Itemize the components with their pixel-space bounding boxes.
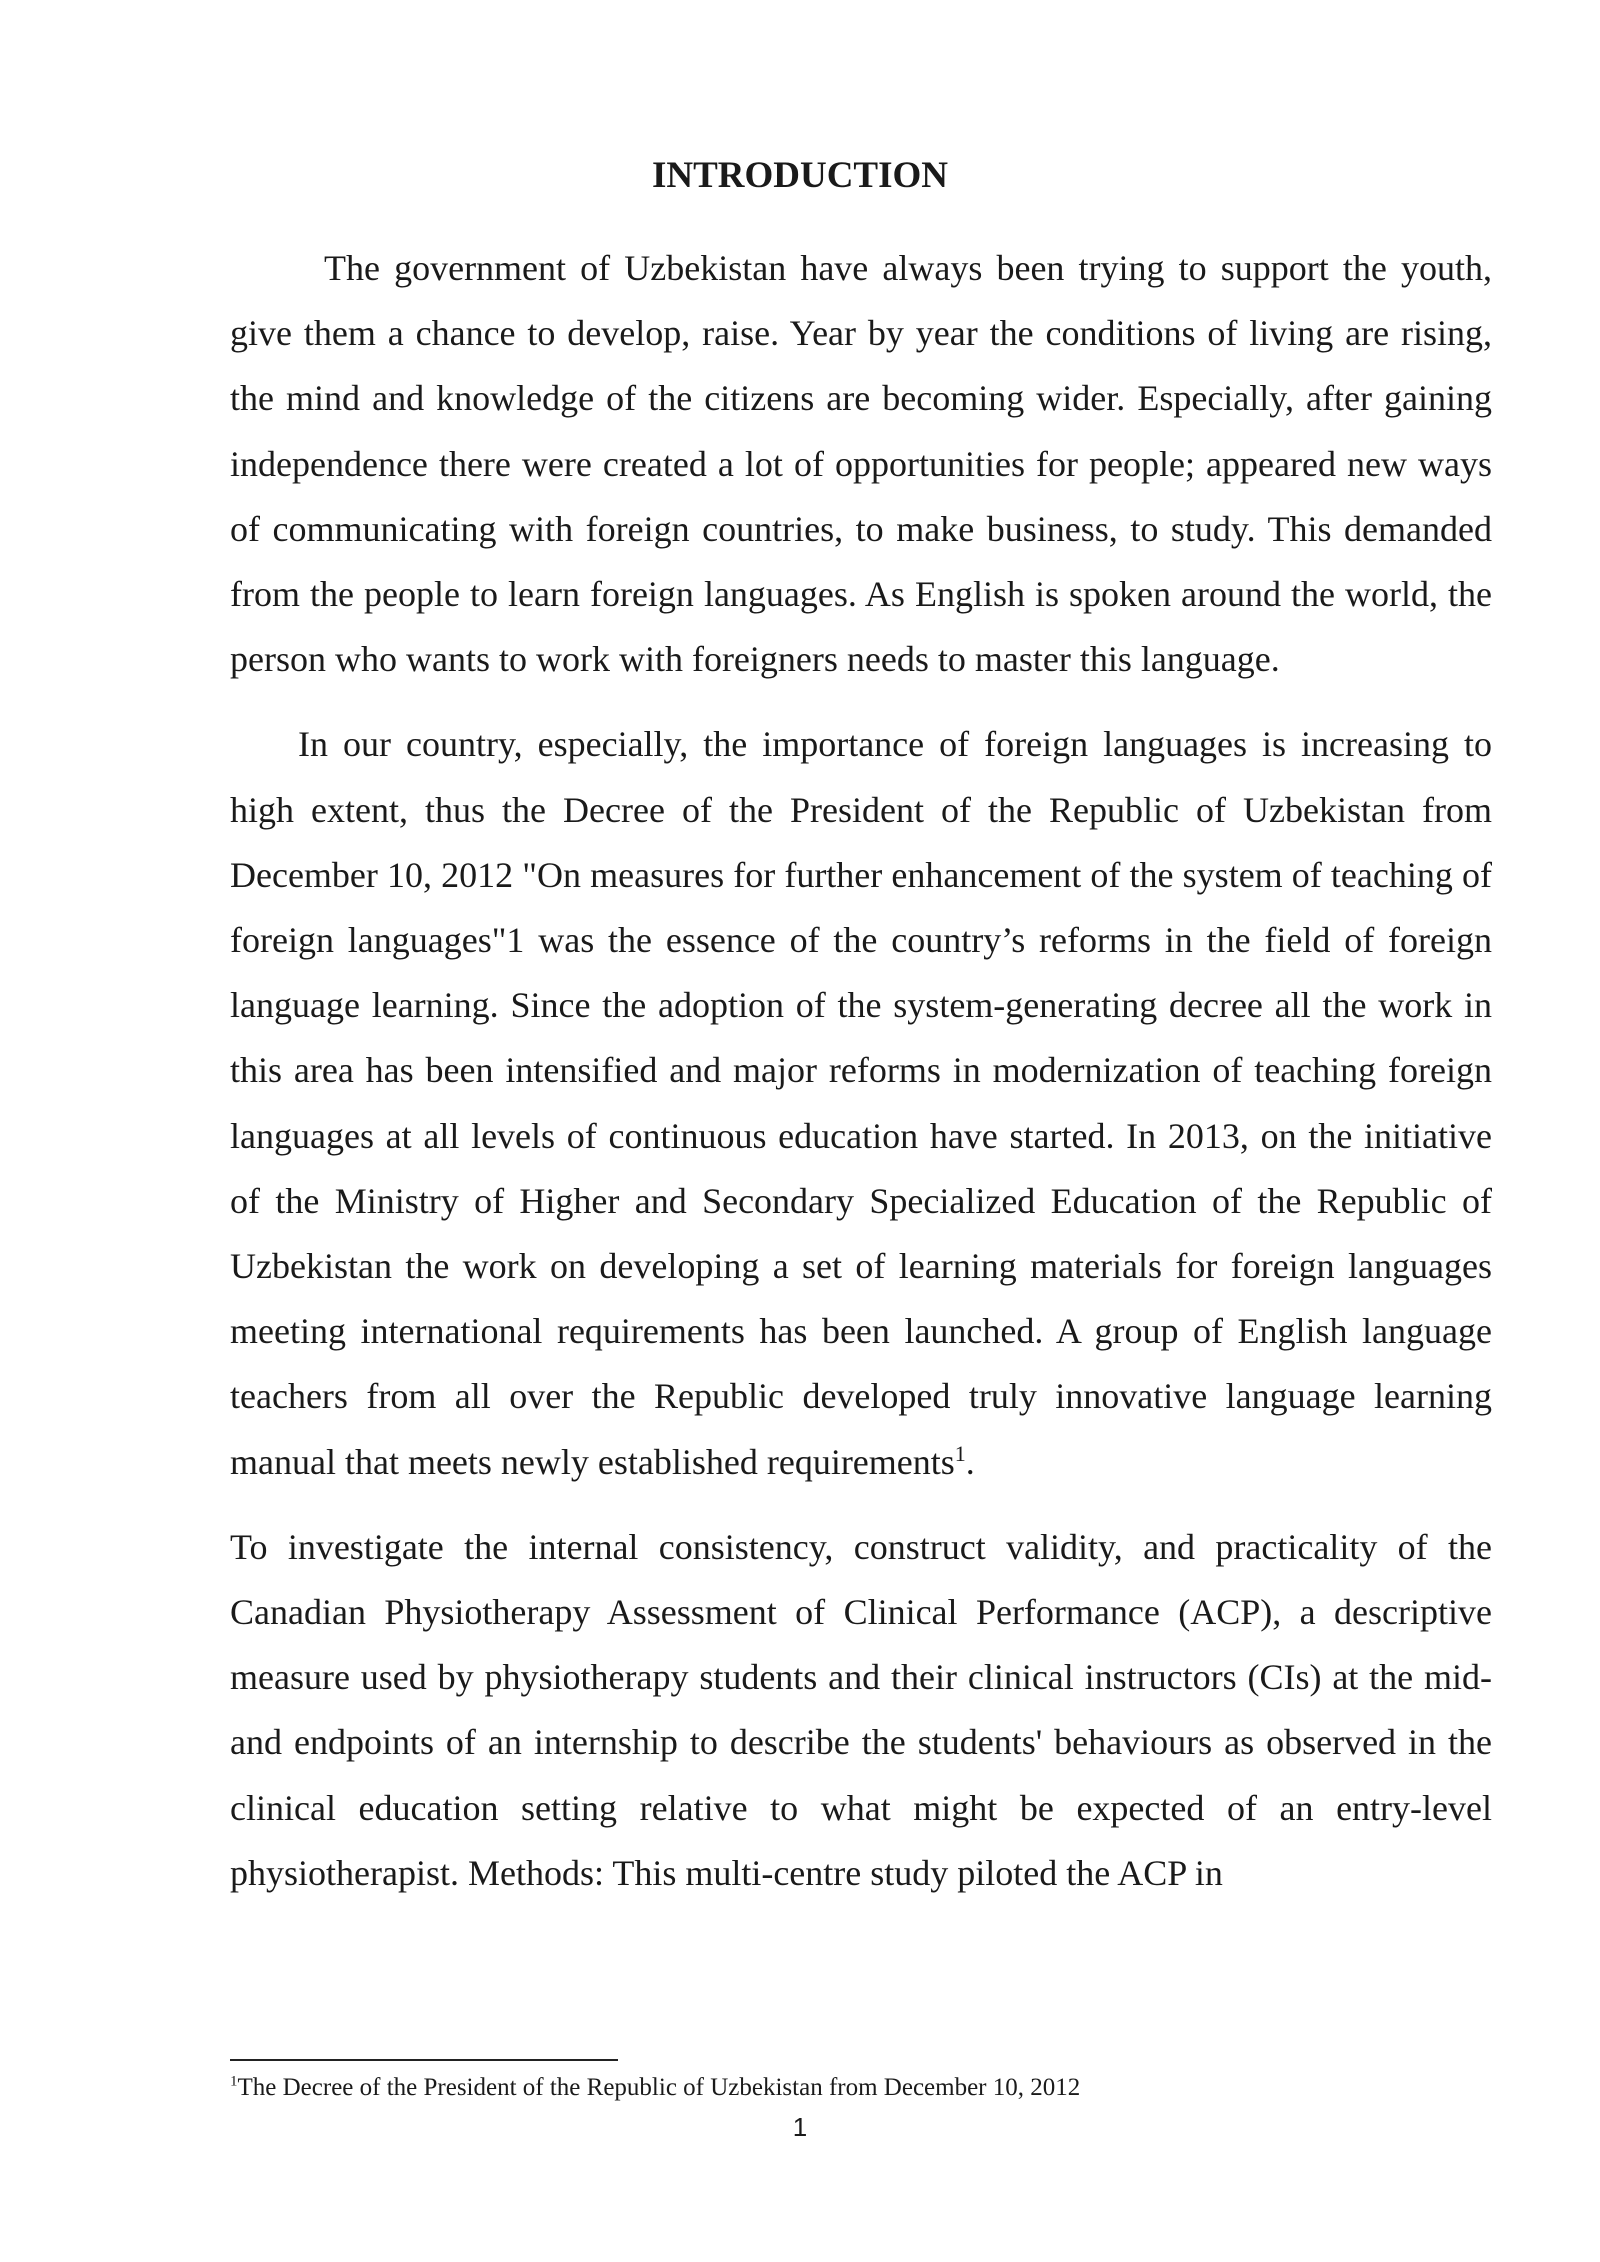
footnote-text: The Decree of the President of the Republic of Uzbekistan from December 10, 2012 [237, 2074, 1081, 2101]
page-title: INTRODUCTION [651, 155, 949, 196]
paragraph-2-text: In our country, especially, the importance of foreign languages is increasing to high extent, thus the Decree of the President of the Republic of Uzbekistan from December 10, 2012 "On measures for further enhancement of the system of teaching of foreign languages"1 was the essence of the country’s reforms in the field of foreign language learning. Since the adoption of the system-generating decree all the work in this area has been intensified and major reforms in modernization of teaching foreign languages at all levels of continuous education have started. In 2013, on the initiative of the Ministry of Higher and Secondary Specialized Education of the Republic of Uzbekistan the work on developing a set of learning materials for foreign languages meeting international requirements has been launched. A group of English language teachers from all over the Republic developed truly innovative language learning manual that meets newly established requirements [230, 724, 1492, 1482]
footnote-marker: 1 [230, 2073, 238, 2090]
paragraph-1: The government of Uzbekistan have always been trying to support the youth, give them a chance to develop, raise. Year by year the conditions of living are rising, the mind and knowledge of the citizens are becoming wider. Especially, after gaining independence there were created a lot of opportunities for people; appeared new ways of communicating with foreign countries, to make business, to study. This demanded from the people to learn foreign languages. As English is spoken around the world, the person who wants to work with foreigners needs to master this language. [230, 248, 1492, 680]
paragraph-2 [230, 712, 1492, 1494]
paragraph-2-end: . [965, 1441, 975, 1482]
footnote-divider [230, 2059, 618, 2061]
footnote [230, 2072, 1492, 2104]
footnote-reference: 1 [954, 1440, 966, 1466]
paragraph-3: To investigate the internal consistency, construct validity, and practicality of the Canadian Physiotherapy Assessment of Clinical Performance (ACP), a descriptive measure used by physiotherapy students and their clinical instructors (CIs) at the mid- and endpoints of an internship to describe the students' behaviours as observed in the clinical education setting relative to what might be expected of an entry-level physiotherapist. Methods: This multi-centre study piloted the ACP in [230, 1526, 1492, 1893]
body-text [230, 236, 1492, 1906]
page-number: 1 [792, 2112, 808, 2142]
